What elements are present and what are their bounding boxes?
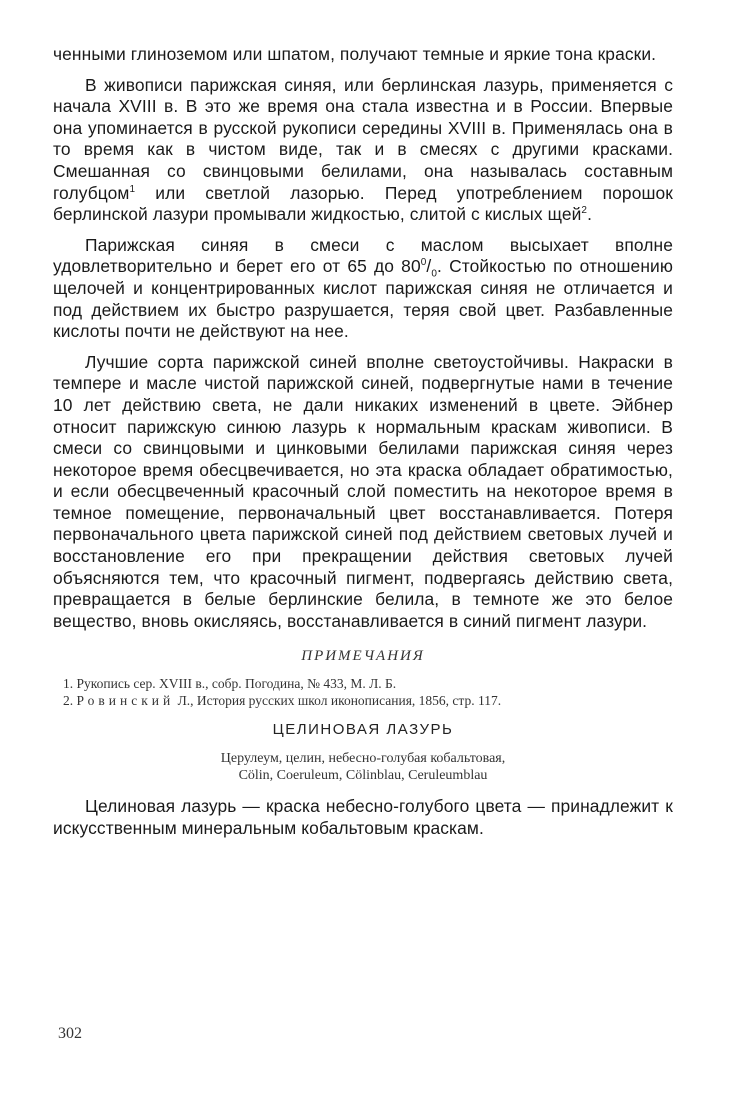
page-number: 302 (58, 1025, 82, 1042)
percent-sign-slash: / (426, 256, 432, 277)
paragraph-continuation: ченными глиноземом или шпатом, получают темные и яркие тона краски. (53, 44, 657, 64)
paragraph-text: . Стойкостью по отношению щелочей и концентрированных кислот парижская синяя не отличается и под действием их быстро разрушается, теряя свой цвет. Разбавленные кислоты почти не действуют на нее. (53, 256, 673, 342)
paragraph-text: . (587, 204, 593, 225)
main-text (53, 44, 673, 632)
paragraph-text: Парижская синяя в смеси с маслом высыхает вполне удовлетворительно и берет его от 65 до 80 (53, 234, 673, 277)
paragraph-cerulean-intro: Целиновая лазурь — краска небесно-голубого цвета — принадлежит к искусственным минеральным кобальтовым краскам. (53, 796, 673, 839)
synonyms-foreign: Cölin, Coeruleum, Cölinblau, Ceruleumblau (238, 768, 488, 784)
section-heading: ЦЕЛИНОВАЯ ЛАЗУРЬ (272, 721, 454, 739)
paragraph-text: или светлой лазорью. Перед употреблением порошок берлинской лазури промывали жидкостью, слитой с кислых щей (53, 182, 673, 225)
footnote-text: Л., История русских школ иконописания, 1856, стр. 117. (174, 693, 502, 709)
footnote-ref-2: 2 (581, 205, 588, 217)
paragraph-lightfastness: Лучшие сорта парижской синей вполне светоустойчивы. Накраски в темпере и масле чистой парижской синей, подвергнутые нами в течение 10 лет действию света, не дали никаких изменений в цвете. Эйбнер относит парижскую синюю лазурь к нормальным краскам живописи. В смеси со свинцовыми и цинковыми белилами парижская синяя через некоторое время обесцвечивается, но эта краска обладает обратимостью, и если обесцвеченный красочный слой поместить на некоторое время в темное помещение, первоначальный цвет восстанавливается. Потеря первоначального цвета парижской синей под действием световых лучей и восстановление его при прекращении действия световых лучей объясняются тем, что красочный пигмент, подвергаясь действию света, превращается в белые берлинские белила, в темноте же это белое вещество, вновь окисляясь, восстанавливается в синий пигмент лазури. (53, 351, 673, 631)
notes-heading: ПРИМЕЧАНИЯ (301, 648, 425, 665)
section-body (53, 796, 673, 839)
paragraph-prussian-blue-history (53, 75, 673, 226)
footnotes (53, 675, 673, 709)
synonyms-block (53, 750, 673, 784)
paragraph-drying-properties (53, 235, 673, 343)
book-page (53, 44, 673, 840)
footnote-2 (53, 692, 673, 709)
synonyms-russian: Церулеум, целин, небесно-голубая кобальтовая, (220, 751, 506, 767)
footnote-number: 2. (63, 693, 77, 709)
footnote-ref-1: 1 (129, 183, 136, 195)
percent-sign-top: 0 (420, 257, 427, 269)
paragraph-text: В живописи парижская синяя, или берлинская лазурь, применяется с начала XVIII в. В это же время она стала известна и в России. Впервые она упоминается в русской рукописи середины XVIII в. Применялась она в то время как в чистом виде, так и в смесях с другими красками. Смешанная со свинцовыми белилами, она называлась составным голубцом (53, 74, 673, 203)
footnote-1: 1. Рукопись сер. XVIII в., собр. Погодина, № 433, М. Л. Б. (63, 676, 397, 692)
footnote-author: Ровинский (76, 693, 175, 709)
percent-sign-bottom: 0 (431, 268, 437, 280)
